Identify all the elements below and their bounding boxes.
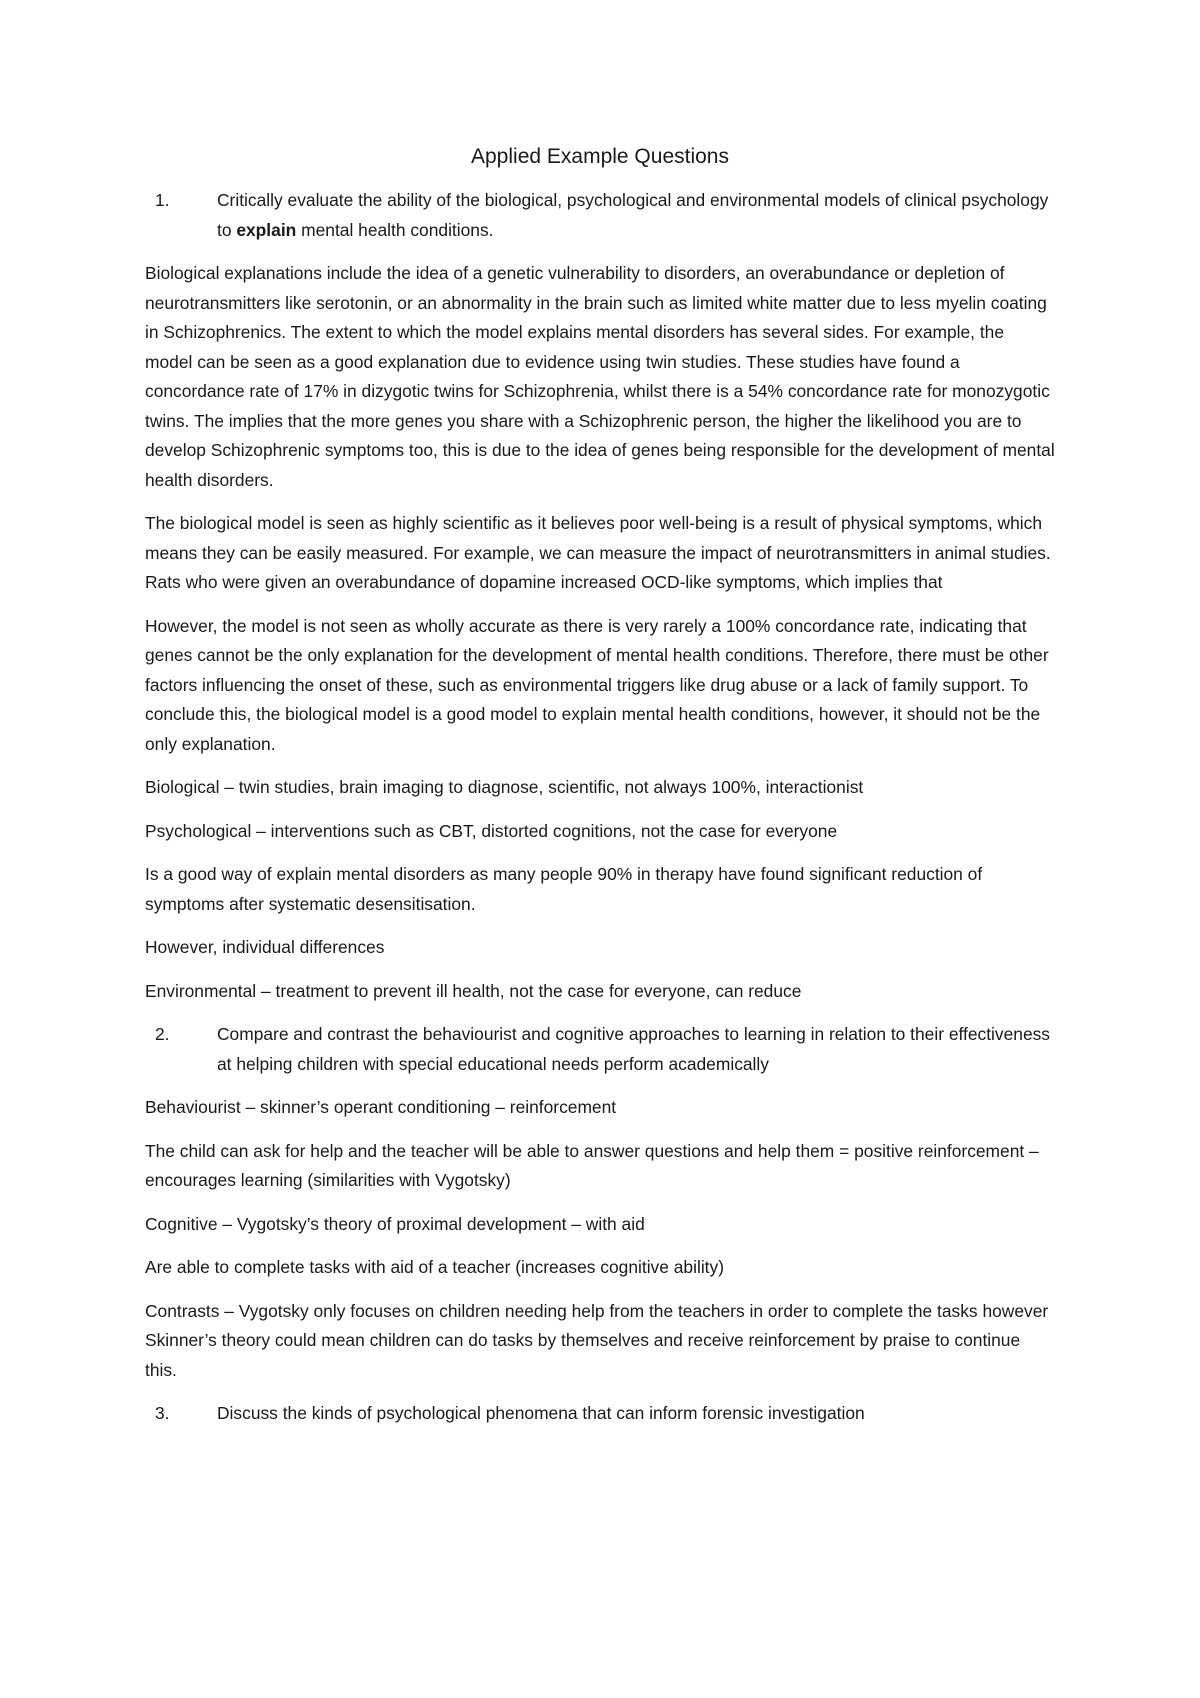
paragraph: Contrasts – Vygotsky only focuses on children needing help from the teachers in order to complete the tasks however Skinner’s theory could mean children can do tasks by themselves and receive reinforcement by praise to continue this. [145,1300,1049,1380]
paragraph: Psychological – interventions such as CBT, distorted cognitions, not the case for everyone [145,820,838,841]
paragraph: Behaviourist – skinner’s operant conditioning – reinforcement [145,1097,617,1117]
question-3 [145,1399,1055,1429]
question-number: 2. [155,1024,170,1044]
paragraph: Cognitive – Vygotsky’s theory of proximal development – with aid [145,1213,645,1234]
paragraph: The child can ask for help and the teacher will be able to answer questions and help them = positive reinforcement – encourages learning (similarities with Vygotsky) [145,1140,1039,1190]
question-2 [145,1020,1055,1079]
paragraph: Biological – twin studies, brain imaging to diagnose, scientific, not always 100%, interactionist [145,777,864,797]
paragraph: The biological model is seen as highly scientific as it believes poor well-being is a result of physical symptoms, which means they can be easily measured. For example, we can measure the impact of neurotransmitters in animal studies. Rats who were given an overabundance of dopamine increased OCD-like symptoms, which implies that [145,513,1051,592]
paragraph: Environmental – treatment to prevent ill health, not the case for everyone, can reduce [145,980,802,1001]
question-text: Compare and contrast the behaviourist and cognitive approaches to learning in relation to their effectiveness at helping children with special educational needs perform academically [217,1024,1051,1074]
paragraph: However, individual differences [145,937,385,957]
paragraph: Biological explanations include the idea of a genetic vulnerability to disorders, an overabundance or depletion of neurotransmitters like serotonin, or an abnormality in the brain such as limited white matter due to less myelin coating in Schizophrenics. The extent to which the model explains mental disorders has several sides. For example, the model can be seen as a good explanation due to evidence using twin studies. These studies have found a concordance rate of 17% in dizygotic twins for Schizophrenia, whilst there is a 54% concordance rate for monozygotic twins. The implies that the more genes you share with a Schizophrenic person, the higher the likelihood you are to develop Schizophrenic symptoms too, this is due to the idea of genes being responsible for the development of mental health disorders. [145,263,1055,490]
question-number: 1. [155,190,170,210]
paragraph: Is a good way of explain mental disorders as many people 90% in therapy have found significant reduction of symptoms after systematic desensitisation. [145,864,983,914]
question-text [217,186,1055,245]
paragraph: However, the model is not seen as wholly accurate as there is very rarely a 100% concordance rate, indicating that genes cannot be the only explanation for the development of mental health conditions. Therefore, there must be other factors influencing the onset of these, such as environmental triggers like drug abuse or a lack of family support. To conclude this, the biological model is a good model to explain mental health conditions, however, it should not be the only explanation. [145,615,1049,754]
document-title: Applied Example Questions [471,145,729,168]
question-text-part: mental health conditions. [296,219,494,240]
question-number: 3. [155,1403,170,1423]
question-1 [145,186,1055,245]
question-emphasis: explain [236,219,297,240]
paragraph: Are able to complete tasks with aid of a teacher (increases cognitive ability) [145,1257,725,1277]
question-text: Discuss the kinds of psychological phenomena that can inform forensic investigation [217,1403,865,1423]
question-text-part: Critically evaluate the ability of the biological, psychological and environmental models of clinical psychology to [217,190,1049,240]
